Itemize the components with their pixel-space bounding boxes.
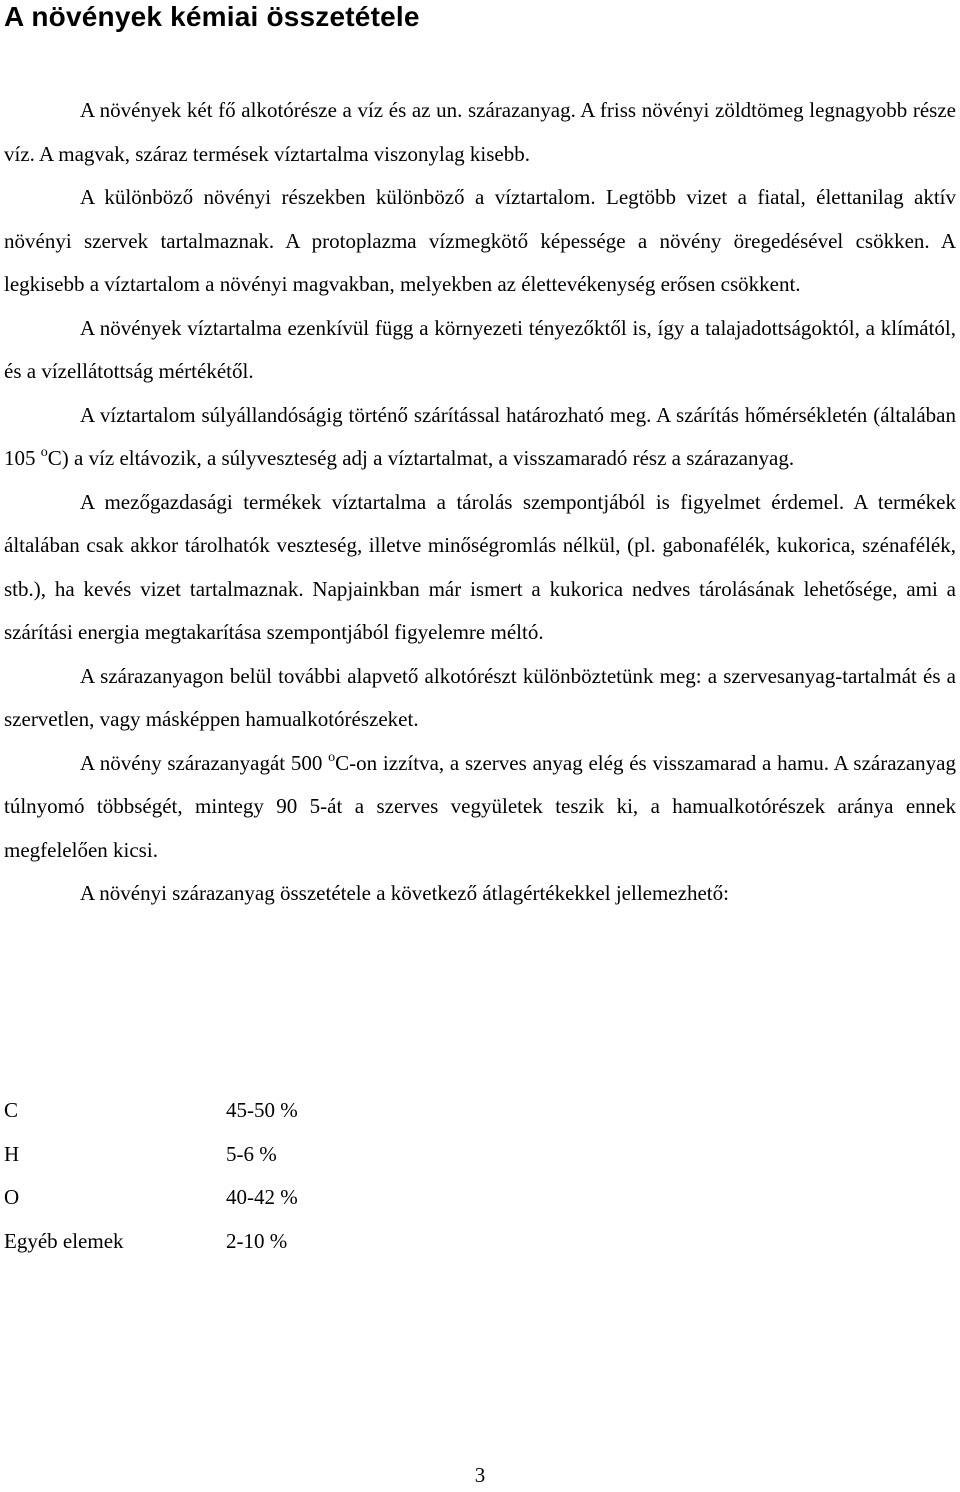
document-body bbox=[4, 89, 956, 916]
paragraph-drying-method-text-after: C) a víz eltávozik, a súlyveszteség adj a víztartalmat, a visszamaradó rész a szárazanyag. bbox=[47, 446, 795, 470]
page-title: A növények kémiai összetétele bbox=[4, 1, 420, 32]
paragraph-environmental-factors: A növények víztartalma ezenkívül függ a környezeti tényezőktől is, így a talajadottságoktól, a klímától, és a vízellátottság mértékétől. bbox=[4, 315, 956, 383]
composition-value: 40-42 % bbox=[226, 1185, 298, 1209]
composition-element: Egyéb elemek bbox=[4, 1228, 124, 1253]
paragraph-storage: A mezőgazdasági termékek víztartalma a tárolás szempontjából is figyelmet érdemel. A termékek általában csak akkor tárolhatók veszteség, illetve minőségromlás nélkül, (pl. gabonafélék, kukorica, szénafélék, stb.), ha kevés vizet tartalmaznak. Napjainkban már ismert a kukorica nedves tárolásának lehetősége, ami a szárítási energia megtakarítása szempontjából figyelemre méltó. bbox=[4, 489, 956, 644]
paragraph-ash-content-text-after: C-on izzítva, a szerves anyag elég és visszamarad a hamu. A szárazanyag túlnyomó többségét, mintegy 90 5-át a szerves vegyületek teszik ki, a hamualkotórészek aránya ennek megfelelően kicsi. bbox=[4, 750, 957, 862]
paragraph-drying-method bbox=[4, 394, 956, 481]
composition-value: 2-10 % bbox=[226, 1228, 288, 1253]
paragraph-water-content-by-plant-part: A különböző növényi részekben különböző a víztartalom. Legtöbb vizet a fiatal, élettanilag aktív növényi szervek tartalmaznak. A protoplazma vízmegkötő képessége a növény öregedésével csökken. A legkisebb a víztartalom a növényi magvakban, melyekben az élettevékenység erősen csökkent. bbox=[4, 185, 956, 296]
composition-element: O bbox=[4, 1185, 20, 1209]
degree-superscript: o bbox=[40, 445, 48, 460]
composition-value: 45-50 % bbox=[226, 1098, 298, 1122]
paragraph-dry-matter-components: A szárazanyagon belül további alapvető alkotórészt különböztetünk meg: a szervesanyag-tartalmát és a szervetlen, vagy másképpen hamualkotórészeket. bbox=[4, 663, 956, 731]
composition-value: 5-6 % bbox=[226, 1141, 277, 1166]
composition-element: C bbox=[4, 1098, 19, 1122]
composition-row bbox=[4, 1089, 424, 1133]
paragraph-drying-method-text-before: A víztartalom súlyállandóságig történő szárítással határozható meg. A szárítás hőmérsékletén (általában 105 bbox=[4, 402, 956, 470]
paragraph-ash-content bbox=[4, 742, 956, 873]
composition-element: H bbox=[4, 1141, 20, 1166]
paragraph-composition-intro: A növényi szárazanyag összetétele a következő átlagértékekkel jellemezhető: bbox=[80, 881, 729, 905]
paragraph-ash-content-text-before: A növény szárazanyagát 500 bbox=[80, 750, 329, 775]
composition-row bbox=[4, 1176, 424, 1220]
paragraph-water-and-dry-matter: A növények két fő alkotórésze a víz és az un. szárazanyag. A friss növényi zöldtömeg legnagyobb része víz. A magvak, száraz termések víztartalma viszonylag kisebb. bbox=[4, 98, 956, 166]
composition-row bbox=[4, 1133, 424, 1177]
page-number: 3 bbox=[474, 1463, 486, 1487]
composition-list bbox=[4, 1089, 424, 1263]
composition-row bbox=[4, 1220, 424, 1264]
degree-superscript: o bbox=[328, 749, 336, 765]
